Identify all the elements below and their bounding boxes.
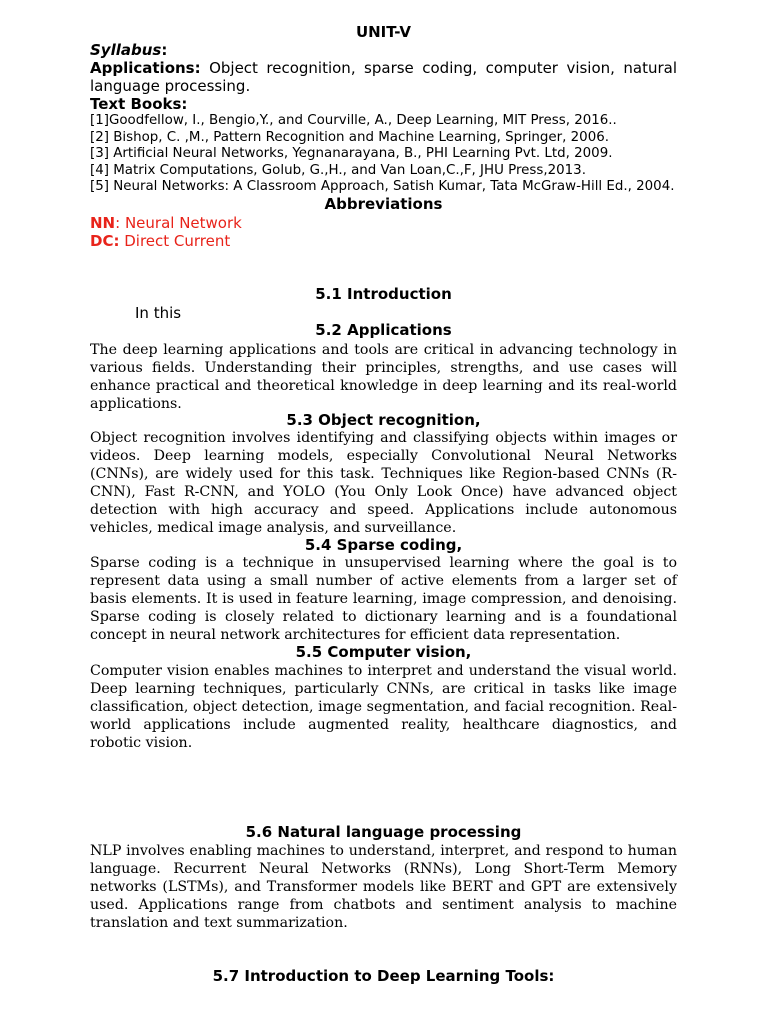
abbreviation-term: DC: xyxy=(90,232,120,250)
section-text-5-4: Sparse coding is a technique in unsupervised learning where the goal is to represent data using a small number of active elements from a larger set of basis elements. It is used in feature learning, image compression, and denoising. Sparse coding is closely related to dictionary learning and is a foundational concept in neural network architectures for efficient data representation. xyxy=(90,555,677,643)
abbreviation-meaning: Neural Network xyxy=(120,214,242,232)
section-heading-5-7: 5.7 Introduction to Deep Learning Tools: xyxy=(212,967,555,985)
section-heading-5-6: 5.6 Natural language processing xyxy=(245,823,522,841)
section-heading-5-2: 5.2 Applications xyxy=(315,321,452,339)
reference-item: [1]Goodfellow, I., Bengio,Y., and Courville, A., Deep Learning, MIT Press, 2016.. xyxy=(90,113,617,128)
reference-item: [5] Neural Networks: A Classroom Approach, Satish Kumar, Tata McGraw-Hill Ed., 2004. xyxy=(90,179,675,195)
applications-label: Applications: xyxy=(90,59,201,77)
section-text-5-3: Object recognition involves identifying and classifying objects within images or videos. Deep learning models, especially Convolutional Neural Networks (CNNs), are widely used for this task. Techniques like Region-based CNNs (R-CNN), Fast R-CNN, and YOLO (You Only Look Once) have advanced object detection with high accuracy and speed. Applications include autonomous vehicles, medical image analysis, and surveillance. xyxy=(90,430,677,536)
section-text-5-5: Computer vision enables machines to interpret and understand the visual world. Deep learning techniques, particularly CNNs, are critical in tasks like image classification, object detection, image segmentation, and facial recognition. Real-world applications include augmented reality, healthcare diagnostics, and robotic vision. xyxy=(90,663,677,751)
section-heading-5-4: 5.4 Sparse coding, xyxy=(304,536,463,554)
applications-line xyxy=(90,59,677,95)
abbreviation-meaning: Direct Current xyxy=(119,232,231,250)
abbreviations-heading: Abbreviations xyxy=(324,195,443,213)
section-heading-5-1: 5.1 Introduction xyxy=(315,285,452,303)
section-text-5-6: NLP involves enabling machines to understand, interpret, and respond to human language. Recurrent Neural Networks (RNNs), Long Short-Term Memory networks (LSTMs), and Transformer models like BERT and GPT are extensively used. Applications range from chatbots and sentiment analysis to machine translation and text summarization. xyxy=(90,843,677,931)
reference-item: [2] Bishop, C. ,M., Pattern Recognition and Machine Learning, Springer, 2006. xyxy=(90,129,609,145)
abbreviation-sep: : xyxy=(115,214,121,232)
abbreviation-dc xyxy=(90,232,677,250)
section-text-5-2: The deep learning applications and tools are critical in advancing technology in various fields. Understanding their principles, strengths, and use cases will enhance practical and theoretical knowledge in deep learning and its real-world applications. xyxy=(90,342,677,412)
textbooks-heading: Text Books: xyxy=(90,95,188,113)
syllabus-colon: : xyxy=(161,41,168,59)
section-heading-5-5: 5.5 Computer vision, xyxy=(295,643,472,661)
syllabus-label: Syllabus xyxy=(90,41,162,59)
abbreviation-nn xyxy=(90,214,677,232)
reference-item: [4] Matrix Computations, Golub, G.,H., and Van Loan,C.,F, JHU Press,2013. xyxy=(90,162,586,178)
section-heading-5-3: 5.3 Object recognition, xyxy=(286,411,481,429)
unit-title: UNIT-V xyxy=(355,23,412,41)
syllabus-line xyxy=(90,41,677,59)
abbreviation-term: NN xyxy=(90,214,116,232)
reference-item: [3] Artificial Neural Networks, Yegnanarayana, B., PHI Learning Pvt. Ltd, 2009. xyxy=(90,146,613,162)
reference-list xyxy=(90,113,677,196)
applications-text: Object recognition, sparse coding, computer vision, natural language processing. xyxy=(90,59,677,95)
section-text-5-1: In this xyxy=(135,304,182,322)
